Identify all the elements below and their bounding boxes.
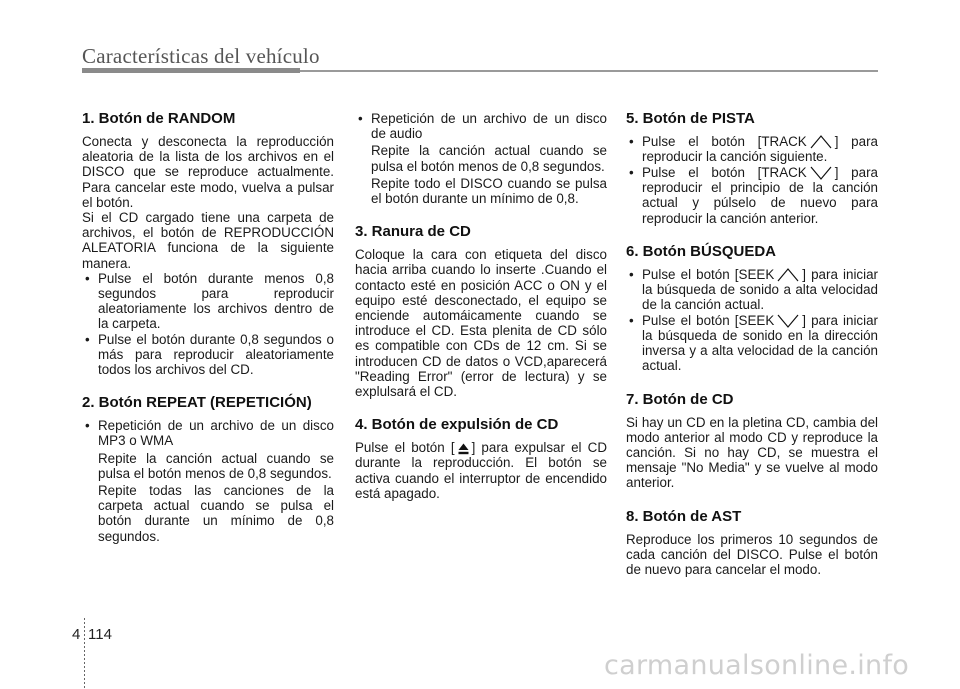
chevron-down-icon <box>777 314 799 328</box>
cd-paragraph: Si hay un CD en la pletina CD, cambia del modo anterior al modo CD y reproduce la canción. Si no hay CD, se muestra el mensaje "No Media" y se vuelve al modo anterior. <box>626 414 878 491</box>
seek-b2-before: Pulse el botón [SEEK <box>642 312 775 328</box>
header-rule-thick <box>82 68 300 73</box>
ast-paragraph: Reproduce los primeros 10 segundos de cada canción del DISCO. Pulse el botón de nuevo para cancelar el modo. <box>626 531 878 578</box>
random-title: 1. Botón de RANDOM <box>82 110 236 127</box>
track-b1-before: Pulse el botón [TRACK <box>642 134 807 149</box>
track-bullet-1 <box>626 134 878 165</box>
page-number: 114 <box>88 626 112 643</box>
track-bullet-2 <box>626 165 878 226</box>
track-bullets <box>626 134 878 226</box>
column-3 <box>626 110 878 577</box>
slot-title: 3. Ranura de CD <box>355 223 471 241</box>
repeat-sub-3: Repite la canción actual cuando se pulsa el botón menos de 0,8 segundos. <box>371 143 607 174</box>
seek-b1-before: Pulse el botón [SEEK <box>642 266 775 282</box>
repeat-sub-2: Repite todas las canciones de la carpeta actual cuando se pulsa el botón durante un mínimo de 0,8 segundos. <box>98 483 334 544</box>
seek-bullet-1 <box>626 267 878 313</box>
eject-title: 4. Botón de expulsión de CD <box>355 416 559 434</box>
eject-icon <box>458 443 469 455</box>
random-bullet-2: • Pulse el botón durante 0,8 segundos o más para reproducir aleatoriamente todos los archivos del CD. <box>82 332 334 378</box>
cd-title: 7. Botón de CD <box>626 390 734 408</box>
repeat-bullet-2: • Repetición de un archivo de un disco de audio <box>355 111 607 141</box>
seek-b2-after: ] para iniciar la búsqueda de sonido en la dirección inversa y a alta velocidad de la canción actual. <box>642 312 878 374</box>
repeat-sub-1: Repite la canción actual cuando se pulsa el botón menos de 0,8 segundos. <box>98 450 334 481</box>
chevron-up-icon <box>810 135 832 149</box>
eject-paragraph <box>355 440 607 501</box>
footer-divider <box>84 618 85 689</box>
seek-b1-after: ] para iniciar la búsqueda de sonido a alta velocidad de la canción actual. <box>642 266 878 313</box>
slot-paragraph: Coloque la cara con etiqueta del disco hacia arriba cuando lo inserte .Cuando el contacto esté en posición ACC o ON y el equipo esté desconectado, el equipo se enciende automáicamente cuando se introduce el CD. Esta plenita de CD sólo es compatible con CDs de 12 cm. Si se introducen CD de datos o VCD,aparecerá "Reading Error" (error de lectura) y se explulsará el CD. <box>355 247 607 400</box>
header-rule-thin <box>300 70 878 72</box>
ast-title: 8. Botón de AST <box>626 507 742 525</box>
chevron-down-icon <box>810 166 832 180</box>
chevron-up-icon <box>777 268 799 282</box>
track-b2-before: Pulse el botón [TRACK <box>642 164 807 180</box>
track-b1-after: ] para reproducir la canción siguiente. <box>642 134 878 165</box>
repeat-audio-bullets <box>355 111 607 141</box>
repeat-bullets <box>82 418 334 448</box>
page-header-title: Características del vehículo <box>82 44 320 68</box>
repeat-title: 2. Botón REPEAT (REPETICIÓN) <box>82 394 312 412</box>
random-bullet-1: • Pulse el botón durante menos 0,8 segundos para reproducir aleatoriamente los archivos dentro de la carpeta. <box>82 271 334 332</box>
random-bullets <box>82 271 334 377</box>
random-paragraph-1: Conecta y desconecta la reproducción aleatoria de la lista de los archivos en el DISCO que se reproduce actualmente. Para cancelar este modo, vuelva a pulsar el botón. <box>82 134 334 210</box>
random-paragraph-2: Si el CD cargado tiene una carpeta de archivos, el botón de REPRODUCCIÓN ALEATORIA funciona de la siguiente manera. <box>82 210 334 271</box>
eject-text-after: ] para expulsar el CD durante la reproducción. El botón se activa cuando el interruptor de encendido está apagado. <box>355 440 608 501</box>
eject-text-before: Pulse el botón [ <box>355 440 455 456</box>
chapter-number: 4 <box>72 626 81 643</box>
seek-bullets <box>626 267 878 374</box>
track-title: 5. Botón de PISTA <box>626 110 755 127</box>
column-1 <box>82 110 334 544</box>
track-b2-after: ] para reproducir el principio de la canción actual y púlselo de nuevo para reproducir la canción anterior. <box>642 164 878 226</box>
repeat-bullet-1: • Repetición de un archivo de un disco MP3 o WMA <box>82 418 334 448</box>
column-2 <box>355 111 607 501</box>
seek-bullet-2 <box>626 313 878 374</box>
repeat-sub-4: Repite todo el DISCO cuando se pulsa el botón durante un mínimo de 0,8. <box>371 175 607 207</box>
seek-title: 6. Botón BÚSQUEDA <box>626 242 776 260</box>
watermark-text: carmanualsonline.info <box>604 650 910 681</box>
